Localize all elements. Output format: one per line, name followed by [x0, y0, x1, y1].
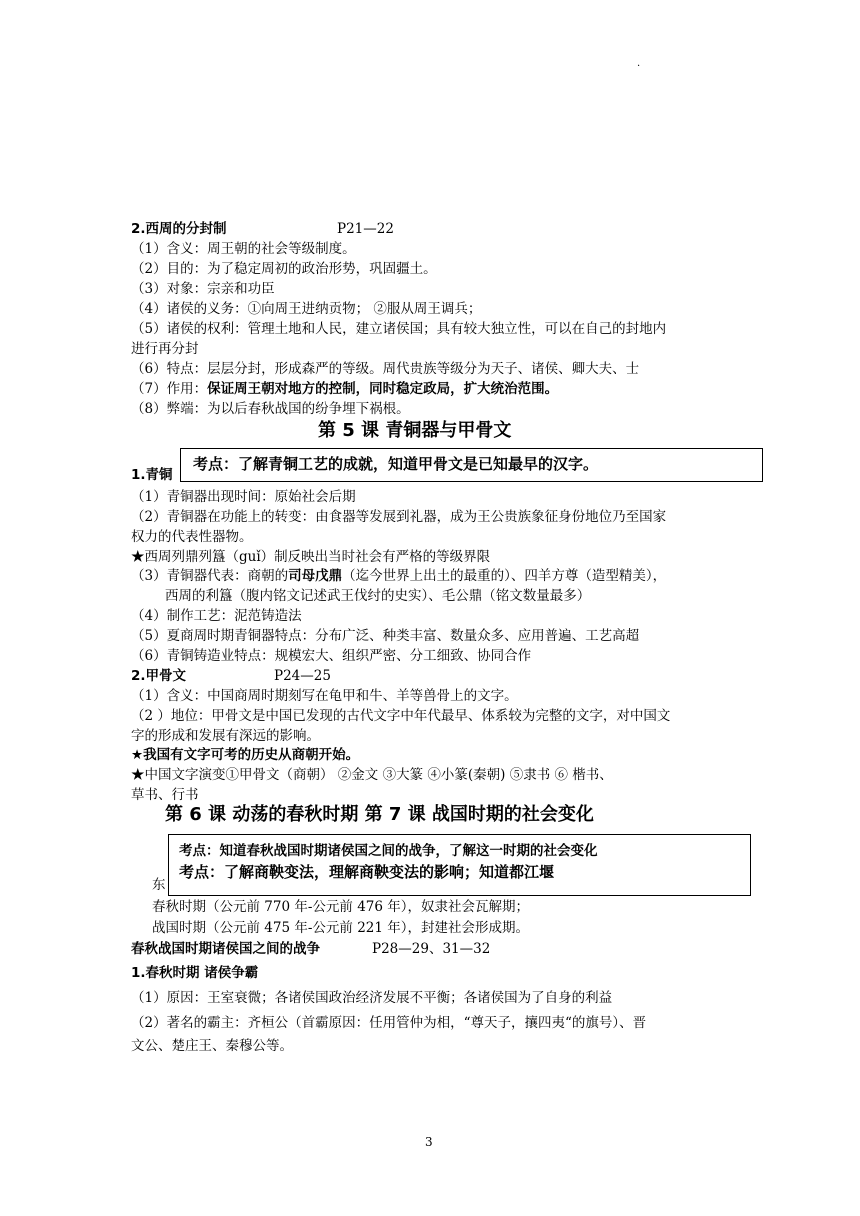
- item-prefix: （7）作用：: [131, 381, 208, 397]
- list-item: 字的形成和发展有深远的影响。: [131, 728, 320, 744]
- section-title-fengjian: [131, 219, 227, 239]
- list-item: （8）弊端：为以后春秋战国的纷争埋下祸根。: [131, 401, 410, 417]
- item-bold-text: 司母戊鼎: [288, 568, 343, 584]
- top-mark: .: [637, 58, 641, 69]
- list-item: （5）诸侯的权利：管理土地和人民，建立诸侯国；具有较大独立性，可以在自己的封地内: [131, 321, 667, 337]
- list-item: [131, 379, 558, 399]
- page-ref: P28—29、31—32: [372, 941, 491, 957]
- list-item: （1）含义：周王朝的社会等级制度。: [131, 241, 356, 257]
- list-item: （6）特点：层层分封，形成森严的等级。周代贵族等级分为天子、诸侯、卿大夫、士: [131, 361, 640, 377]
- list-item: （5）夏商周时期青铜器特点：分布广泛、种类丰富、数量众多、应用普遍、工艺高超: [131, 628, 640, 644]
- list-item: （1）含义：中国商周时期刻写在龟甲和牛、羊等兽骨上的文字。: [131, 688, 518, 704]
- lesson-heading: 第 6 课 动荡的春秋时期 第 7 课 战国时期的社会变化: [165, 804, 594, 825]
- list-item: 进行再分封: [131, 341, 199, 357]
- item-prefix: （3）青铜器代表：商朝的: [131, 568, 289, 584]
- section-title-oracle: 2.甲骨文: [131, 668, 187, 684]
- list-item: （6）青铜铸造业特点：规模宏大、组织严密、分工细致、协同合作: [131, 648, 532, 664]
- list-item: 春秋时期（公元前 770 年-公元前 476 年），奴隶社会瓦解期；: [152, 899, 530, 915]
- star-note: ★我国有文字可考的历史从商朝开始。: [131, 747, 360, 763]
- partial-text: 东: [152, 877, 166, 893]
- list-item: （1）青铜器出现时间：原始社会后期: [131, 489, 356, 505]
- list-item: （1）原因：王室衰微；各诸侯国政治经济发展不平衡；各诸侯国为了自身的利益: [131, 990, 613, 1006]
- list-item: （2）目的：为了稳定周初的政治形势，巩固疆土。: [131, 261, 437, 277]
- list-item: （4）诸侯的义务：①向周王进纳贡物； ②服从周王调兵；: [131, 301, 482, 317]
- list-item: （3）对象：宗亲和功臣: [131, 281, 275, 297]
- kaodian-box: [168, 834, 751, 896]
- section-title-wars: 春秋战国时期诸侯国之间的战争: [131, 941, 320, 957]
- list-item: （2 ）地位：甲骨文是中国已发现的古代文字中年代最早、体系较为完整的文字，对中国文: [131, 708, 671, 724]
- list-item: 文公、楚庄王、秦穆公等。: [131, 1038, 293, 1054]
- page-ref: P24—25: [274, 668, 331, 684]
- section-title-text: 2.西周的分封制: [131, 221, 227, 237]
- item-suffix: （迄今世界上出土的最重的）、四羊方尊（造型精美），: [342, 568, 667, 584]
- lesson-heading: 第 5 课 青铜器与甲骨文: [318, 420, 512, 441]
- list-item: （4）制作工艺：泥范铸造法: [131, 608, 302, 624]
- list-item: （2）青铜器在功能上的转变：由食器等发展到礼器，成为王公贵族象征身份地位乃至国家: [131, 509, 667, 525]
- kaodian-text: 考点：了解青铜工艺的成就，知道甲骨文是已知最早的汉字。: [193, 455, 599, 473]
- list-item: （2）著名的霸主：齐桓公（首霸原因：任用管仲为相，“尊天子，攘四夷“的旗号）、晋: [131, 1015, 647, 1031]
- section-title-bronze: 1.青铜: [131, 467, 173, 483]
- list-item: 西周的利簋（腹内铭文记述武王伐纣的史实）、毛公鼎（铭文数量最多）: [165, 588, 591, 604]
- kaodian-text: 考点：了解商鞅变法，理解商鞅变法的影响；知道都江堰: [179, 863, 555, 881]
- list-item: 权力的代表性器物。: [131, 529, 253, 545]
- kaodian-box: [180, 448, 763, 482]
- item-bold-text: 保证周王朝对地方的控制，同时稳定政局，扩大统治范围。: [207, 381, 559, 397]
- list-item: [131, 566, 666, 586]
- section-title-spring: 1.春秋时期 诸侯争霸: [131, 965, 259, 981]
- kaodian-text: 考点：知道春秋战国时期诸侯国之间的战争，了解这一时期的社会变化: [179, 843, 598, 859]
- list-item: ★中国文字演变①甲骨文（商朝） ②金文 ③大篆 ④小篆(秦朝) ⑤隶书 ⑥ 楷书、: [131, 767, 613, 783]
- page-number: 3: [425, 1135, 433, 1149]
- list-item: ★西周列鼎列簋（guǐ）制反映出当时社会有严格的等级界限: [131, 549, 491, 565]
- page-ref: P21—22: [337, 221, 394, 237]
- list-item: 战国时期（公元前 475 年-公元前 221 年），封建社会形成期。: [152, 920, 530, 936]
- list-item: 草书、行书: [131, 787, 199, 803]
